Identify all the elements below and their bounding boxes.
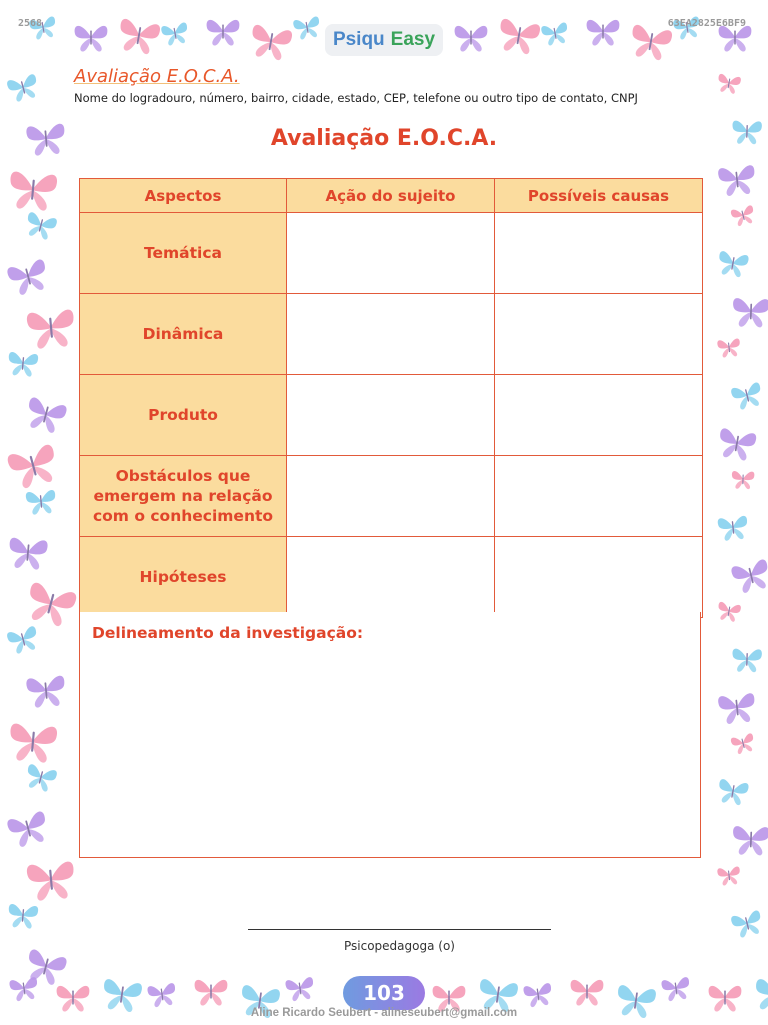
butterfly-icon <box>112 8 165 61</box>
aspect-cell-tematica: Temática <box>80 213 287 294</box>
header-title: Avaliação E.O.C.A. <box>74 66 240 87</box>
possiveis-causas-field[interactable] <box>495 213 703 294</box>
butterfly-icon <box>1 801 55 855</box>
butterfly-icon <box>158 16 193 51</box>
aspect-cell-produto: Produto <box>80 375 287 456</box>
column-header-possiveis-causas: Possíveis causas <box>495 179 703 213</box>
logo-text-psiqu: Psiqu <box>332 29 385 50</box>
acao-do-sujeito-field[interactable] <box>287 294 495 375</box>
delineamento-label: Delineamento da investigação: <box>92 624 364 642</box>
butterfly-icon <box>1 249 55 303</box>
column-header-aspectos: Aspectos <box>80 179 287 213</box>
butterfly-icon <box>729 289 768 332</box>
aspect-cell-obstaculos: Obstáculos que emergem na relação com o conhecimento <box>80 456 287 537</box>
butterfly-icon <box>658 970 694 1006</box>
butterfly-icon <box>204 12 242 50</box>
butterfly-icon <box>714 68 744 98</box>
butterfly-icon <box>20 204 62 246</box>
possiveis-causas-field[interactable] <box>495 456 703 537</box>
butterfly-icon <box>729 641 764 676</box>
table-row <box>80 456 703 537</box>
butterfly-icon <box>20 756 62 798</box>
butterfly-icon <box>452 18 490 56</box>
possiveis-causas-field[interactable] <box>495 294 703 375</box>
butterfly-icon <box>23 483 60 520</box>
possiveis-causas-field[interactable] <box>495 375 703 456</box>
signature-line <box>248 929 551 930</box>
butterfly-icon <box>727 199 759 231</box>
butterfly-icon <box>2 66 44 108</box>
butterfly-icon <box>727 727 759 759</box>
butterfly-icon <box>4 528 52 576</box>
acao-do-sujeito-field[interactable] <box>287 456 495 537</box>
butterfly-icon <box>713 243 752 282</box>
psiqueasy-logo <box>325 24 443 56</box>
butterfly-icon <box>584 12 622 50</box>
acao-do-sujeito-field[interactable] <box>287 213 495 294</box>
butterfly-icon <box>726 374 767 415</box>
butterfly-border-left <box>0 60 72 968</box>
signature-label: Psicopedagoga (o) <box>344 939 455 953</box>
acao-do-sujeito-field[interactable] <box>287 537 495 618</box>
butterfly-icon <box>714 156 760 202</box>
acao-do-sujeito-field[interactable] <box>287 375 495 456</box>
butterfly-border-right <box>706 60 768 968</box>
column-header-acao-do-sujeito: Ação do sujeito <box>287 179 495 213</box>
page-title: Avaliação E.O.C.A. <box>270 126 498 151</box>
possiveis-causas-field[interactable] <box>495 537 703 618</box>
butterfly-icon <box>715 861 744 890</box>
butterfly-icon <box>5 345 42 382</box>
butterfly-icon <box>5 897 42 934</box>
butterfly-icon <box>6 970 42 1006</box>
butterfly-icon <box>714 596 744 626</box>
butterfly-icon <box>568 972 606 1010</box>
butterfly-icon <box>714 684 760 730</box>
table-row <box>80 294 703 375</box>
aspect-cell-hipoteses: Hipóteses <box>80 537 287 618</box>
table-row <box>80 375 703 456</box>
aspect-cell-dinamica: Dinâmica <box>80 294 287 375</box>
table-header-row <box>80 179 703 213</box>
butterfly-icon <box>538 16 573 51</box>
butterfly-icon <box>492 8 545 61</box>
butterfly-icon <box>729 817 768 860</box>
butterfly-icon <box>714 508 751 545</box>
butterfly-icon <box>726 550 768 601</box>
table-row <box>80 213 703 294</box>
butterfly-icon <box>715 333 744 362</box>
document-code-right: 63EA2825E6BF9 <box>667 18 746 29</box>
butterfly-icon <box>726 902 767 943</box>
delineamento-box[interactable] <box>79 612 701 858</box>
document-code-left: 2568 <box>18 18 43 29</box>
page-number-badge: 103 <box>343 976 425 1010</box>
butterfly-icon <box>72 18 110 56</box>
butterfly-icon <box>192 972 230 1010</box>
butterfly-icon <box>282 970 318 1006</box>
table-row <box>80 537 703 618</box>
logo-text-easy: Easy <box>390 29 436 50</box>
footer-author: Aline Ricardo Seubert - alineseubert@gmail.com <box>250 1007 518 1019</box>
header-contact-line: Nome do logradouro, número, bairro, cidade, estado, CEP, telefone ou outro tipo de contato, CNPJ <box>74 91 638 105</box>
eoca-table <box>79 178 703 618</box>
butterfly-icon <box>713 771 752 810</box>
butterfly-icon <box>22 666 70 714</box>
butterfly-icon <box>730 466 757 493</box>
butterfly-icon <box>290 10 325 45</box>
butterfly-icon <box>244 14 297 67</box>
butterfly-icon <box>713 419 762 468</box>
